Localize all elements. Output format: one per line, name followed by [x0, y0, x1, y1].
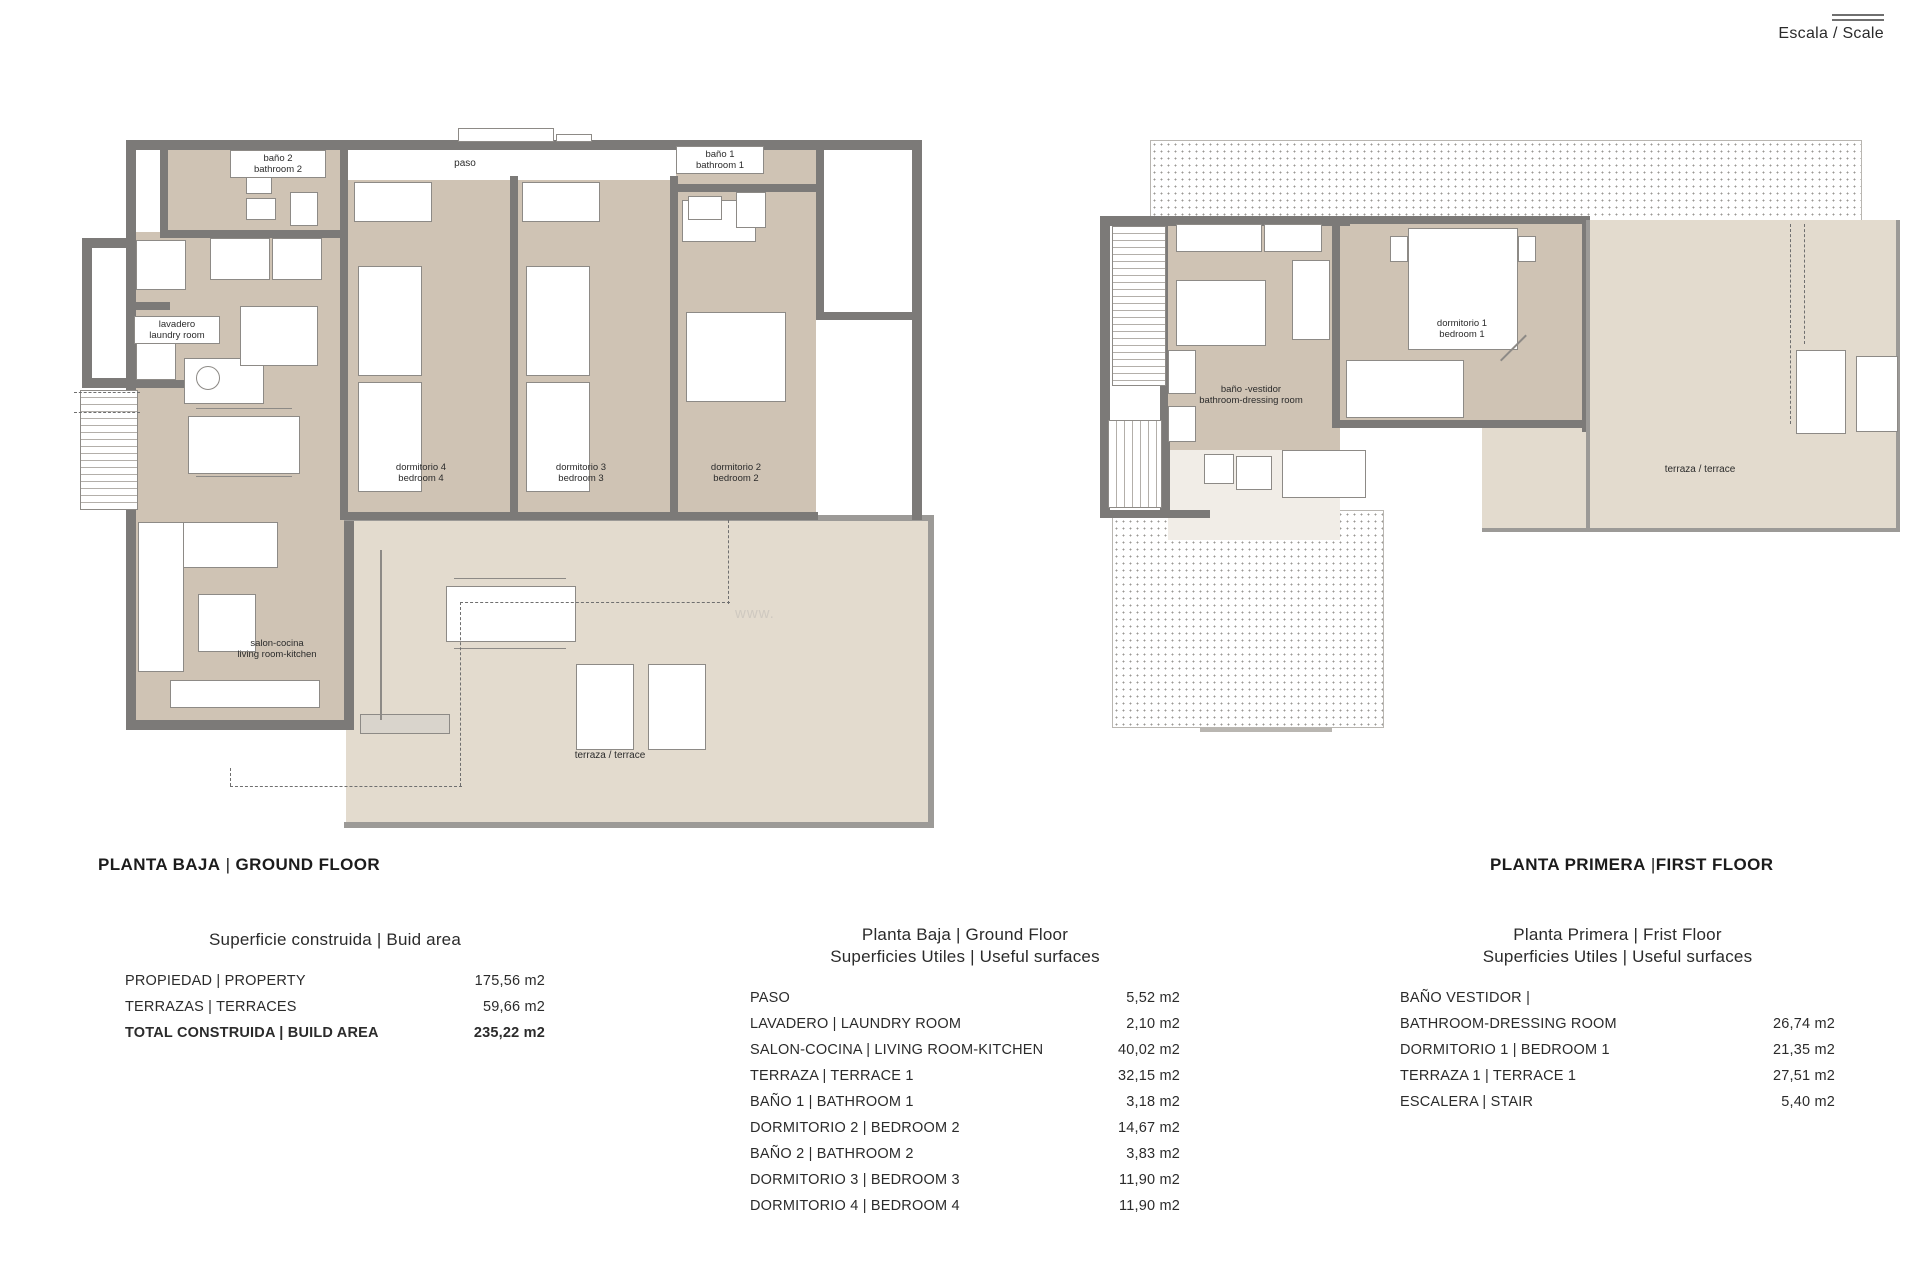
terrace-lounger-1 [1796, 350, 1846, 434]
counter-kitchen [272, 238, 322, 280]
terrace-table [446, 586, 576, 642]
terrace-dash-v [728, 520, 729, 604]
first-surfaces-title-2: Superficies Utiles | Useful surfaces [1482, 947, 1753, 966]
ground-floor-caption: PLANTA BAJA | GROUND FLOOR [98, 855, 381, 874]
room-label-bath2: baño 2 bathroom 2 [230, 150, 326, 178]
table-row: LAVADERO | LAUNDRY ROOM 2,10 m2 [750, 1016, 1180, 1032]
table-row: TOTAL CONSTRUIDA | BUILD AREA 235,22 m2 [125, 1025, 545, 1041]
bathtub-first [1282, 450, 1366, 498]
room-label-bedroom3: dormitorio 3 bedroom 3 [555, 462, 607, 484]
table-row: BAÑO 1 | BATHROOM 1 3,18 m2 [750, 1094, 1180, 1110]
dining-bench [240, 306, 318, 366]
table-row: DORMITORIO 4 | BEDROOM 4 11,90 m2 [750, 1198, 1180, 1214]
ground-surfaces-table [750, 925, 1180, 1219]
scale-label: Escala / Scale [1778, 25, 1884, 42]
closet-right [1292, 260, 1330, 340]
first-surfaces-table [1400, 925, 1835, 1115]
first-surfaces-title-1: Planta Primera | Frist Floor [1513, 925, 1722, 944]
wall-int-h-bath2 [160, 230, 348, 238]
first-floor-plan [1060, 120, 1880, 810]
wc-bath2 [290, 192, 318, 226]
terrace-dash-bottom [230, 786, 462, 787]
f-wall-bath-bottom [1100, 510, 1210, 518]
f-terr-left [1586, 220, 1590, 532]
wall-int-v1 [340, 140, 348, 520]
dining-chairs-top [196, 408, 292, 409]
room-label-bedroom1: dormitorio 1 bedroom 1 [1436, 318, 1488, 340]
room-label-paso: paso [454, 158, 476, 169]
table-row: TERRAZA | TERRACE 1 32,15 m2 [750, 1068, 1180, 1084]
wall-int-h-bed [348, 512, 818, 520]
tv-unit [170, 680, 320, 708]
wall-laundry-top [126, 302, 170, 310]
terrace-dash-left [230, 768, 231, 786]
terrace-dash-h [460, 602, 730, 603]
terrace-chairs-bottom [454, 648, 566, 649]
f-terr-dash-v2 [1804, 224, 1805, 344]
table-row: DORMITORIO 3 | BEDROOM 3 11,90 m2 [750, 1172, 1180, 1188]
room-label-first-terrace: terraza / terrace [1664, 464, 1736, 475]
wardrobe-b3 [522, 182, 600, 222]
wall-right [912, 140, 922, 520]
sink-bath2 [246, 198, 276, 220]
sink-bath1 [688, 196, 722, 220]
table-row: BAÑO 2 | BATHROOM 2 3,83 m2 [750, 1146, 1180, 1162]
f-terr-bottom [1482, 528, 1900, 532]
stair-first-lower [1108, 420, 1162, 508]
table-row: PROPIEDAD | PROPERTY 175,56 m2 [125, 973, 545, 989]
wall-int-v3 [670, 176, 678, 520]
f-wall-bed-bottom [1332, 420, 1590, 428]
bed-b3-a [526, 266, 590, 376]
table-row: PASO 5,52 m2 [750, 990, 1180, 1006]
bed-b2 [686, 312, 786, 402]
f-wall-top-mid [1340, 216, 1590, 224]
closet-narrow-2 [1168, 406, 1196, 442]
first-floor-caption: PLANTA PRIMERA |FIRST FLOOR [1490, 855, 1774, 874]
table-row: SALON-COCINA | LIVING ROOM-KITCHEN 40,02 m2 [750, 1042, 1180, 1058]
sliding-door-track [380, 550, 382, 720]
terrace-chairs-top [454, 578, 566, 579]
room-label-bedroom2: dormitorio 2 bedroom 2 [710, 462, 762, 484]
wall-int-v-bath2 [160, 140, 168, 238]
stair-ground [80, 390, 138, 510]
dining-table [188, 416, 300, 474]
wall-bottom-left [126, 720, 354, 730]
build-area-title: Superficie construida | Buid area [209, 930, 461, 949]
window-top-2 [556, 134, 592, 142]
ground-floor-plan [60, 120, 890, 810]
stair-dash-1 [74, 392, 140, 393]
room-label-bath-dressing: baño -vestidor bathroom-dressing room [1199, 384, 1303, 406]
sink-round [196, 366, 220, 390]
table-row: BATHROOM-DRESSING ROOM 26,74 m2 [1400, 1016, 1835, 1032]
wall-terrace-bottom [344, 822, 934, 828]
wc-first [1236, 456, 1272, 490]
room-label-bedroom4: dormitorio 4 bedroom 4 [395, 462, 447, 484]
build-area-table [125, 930, 545, 1046]
closet-left [1176, 280, 1266, 346]
wall-int-v4 [816, 140, 824, 320]
table-row: DORMITORIO 1 | BEDROOM 1 21,35 m2 [1400, 1042, 1835, 1058]
wall-right-notch [820, 312, 922, 320]
lounger-1 [576, 664, 634, 750]
first-surfaces-rows [1400, 985, 1835, 1115]
wall-terrace-left [344, 515, 354, 730]
sofa-left [138, 522, 184, 672]
roof-hatch-bottom [1112, 510, 1384, 728]
f-terr-dash-v1 [1790, 224, 1791, 424]
bed-b4-a [358, 266, 422, 376]
fridge [136, 240, 186, 290]
ground-surfaces-title-2: Superficies Utiles | Useful surfaces [830, 947, 1100, 966]
door-bottom [360, 714, 450, 734]
wall-left-far [82, 238, 92, 388]
nightstand-left [1390, 236, 1408, 262]
closet-top [1176, 224, 1262, 252]
room-label-ground-terrace: terraza / terrace [574, 750, 646, 761]
terrace-dash-v2 [460, 602, 461, 786]
room-label-laundry: lavadero laundry room [134, 316, 220, 344]
table-row: DORMITORIO 2 | BEDROOM 2 14,67 m2 [750, 1120, 1180, 1136]
wardrobe-b4 [354, 182, 432, 222]
stair-dash-2 [74, 412, 140, 413]
scale-indicator [1778, 14, 1884, 43]
wall-int-h-bath1 [676, 184, 824, 192]
ground-surfaces-title-1: Planta Baja | Ground Floor [861, 925, 1069, 944]
closet-top-2 [1264, 224, 1322, 252]
wall-int-v2 [510, 176, 518, 520]
scale-bars-icon [1778, 14, 1884, 21]
window-top-1 [458, 128, 554, 142]
sink-first [1204, 454, 1234, 484]
table-row: TERRAZAS | TERRACES 59,66 m2 [125, 999, 545, 1015]
lounger-2 [648, 664, 706, 750]
wc-bath1 [736, 192, 766, 228]
ground-surfaces-rows [750, 985, 1180, 1219]
build-area-rows [125, 968, 545, 1046]
room-label-bath1: baño 1 bathroom 1 [676, 146, 764, 174]
table-row: TERRAZA 1 | TERRACE 1 27,51 m2 [1400, 1068, 1835, 1084]
watermark: www. [735, 605, 775, 622]
room-label-living: salon-cocina living room-kitchen [237, 638, 317, 660]
ground-terrace-area [346, 515, 934, 828]
roof-edge-bottom [1200, 728, 1332, 732]
table-row: ESCALERA | STAIR 5,40 m2 [1400, 1094, 1835, 1110]
terrace-lounger-2 [1856, 356, 1898, 432]
stair-first [1112, 226, 1166, 386]
table-row: BAÑO VESTIDOR | [1400, 990, 1531, 1006]
cooktop-icon [210, 238, 270, 280]
nightstand-right [1518, 236, 1536, 262]
wall-terrace-right [928, 515, 934, 828]
dining-chairs-bottom [196, 476, 292, 477]
wall-left-upper [126, 140, 136, 380]
dresser-master [1346, 360, 1464, 418]
